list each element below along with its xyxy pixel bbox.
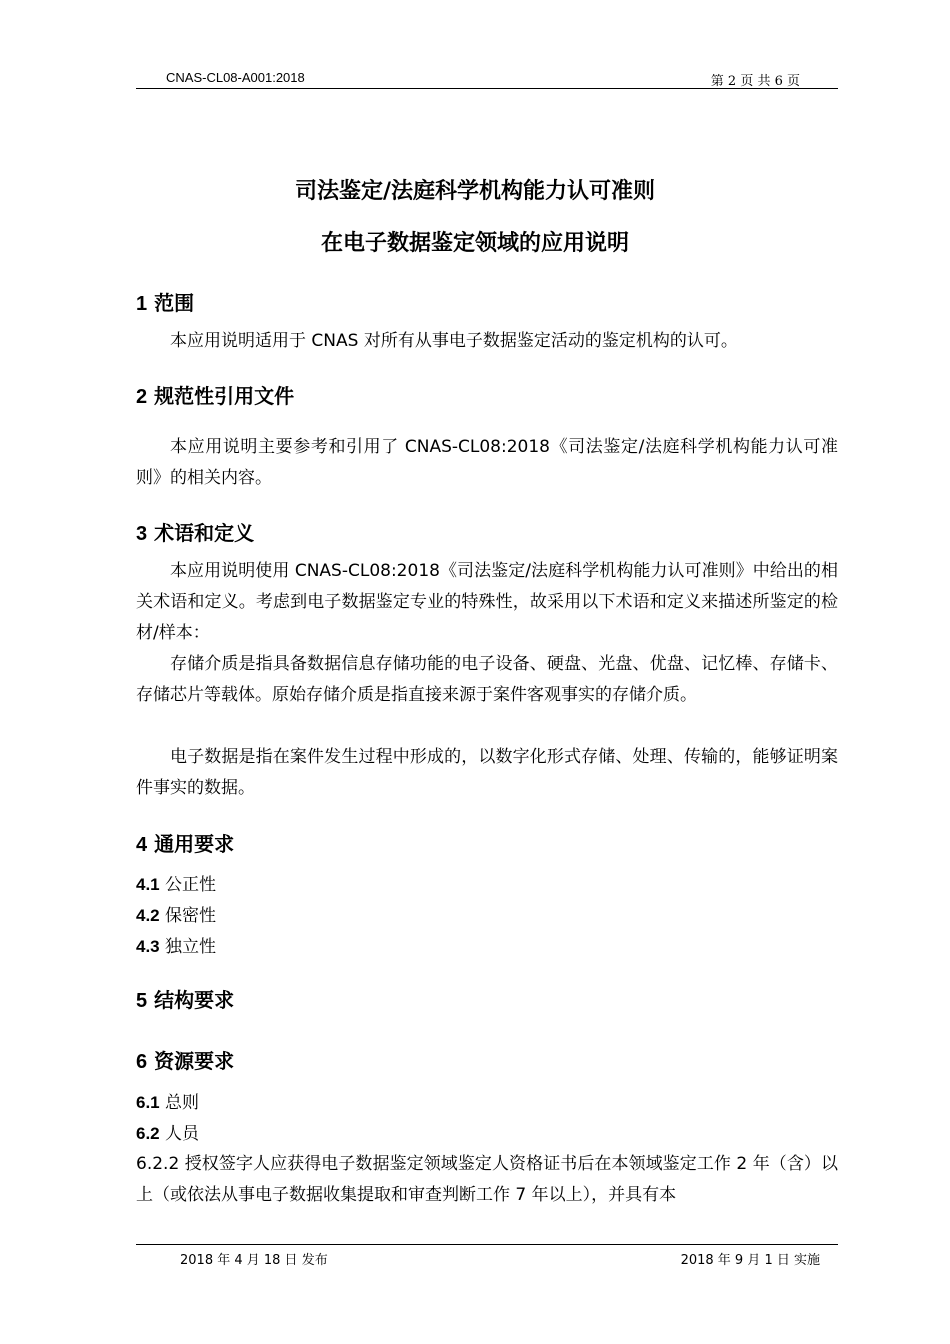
section-6-heading — [136, 1045, 234, 1074]
section-number: 5 — [136, 990, 148, 1012]
issue-date: 2018 年 4 月 18 日 发布 — [180, 1253, 328, 1268]
section-number: 1 — [136, 293, 148, 315]
subsection-number: 4.2 — [136, 906, 160, 925]
document-code: CNAS-CL08-A001:2018 — [166, 70, 305, 85]
document-title-line1: 司法鉴定/法庭科学机构能力认可准则 — [294, 179, 656, 204]
section-title: 规范性引用文件 — [154, 384, 295, 408]
subsection-4-3 — [136, 932, 216, 957]
page-number: 第 2 页 共 6 页 — [710, 74, 800, 89]
section-1-heading — [136, 287, 194, 316]
section-3-paragraph-3: 电子数据是指在案件发生过程中形成的，以数字化形式存储、处理、传输的，能够证明案件事实的数据。 — [136, 747, 838, 798]
subsection-4-1 — [136, 870, 216, 895]
page-footer — [136, 1244, 838, 1268]
section-title: 通用要求 — [154, 832, 235, 856]
section-title: 资源要求 — [154, 1049, 235, 1073]
section-title: 术语和定义 — [154, 521, 255, 545]
subsection-number: 6.2 — [136, 1124, 160, 1143]
subsection-title: 保密性 — [165, 906, 217, 926]
section-3-paragraph-1: 本应用说明使用 CNAS-CL08:2018《司法鉴定/法庭科学机构能力认可准则》中给出的相关术语和定义。考虑到电子数据鉴定专业的特殊性，故采用以下术语和定义来描述所鉴定的检材/样本： — [136, 561, 838, 643]
section-1-paragraph: 本应用说明适用于 CNAS 对所有从事电子数据鉴定活动的鉴定机构的认可。 — [170, 331, 738, 351]
section-number: 6 — [136, 1051, 148, 1073]
subsection-title: 公正性 — [165, 875, 217, 895]
subsection-title: 人员 — [165, 1124, 200, 1144]
section-3-paragraph-2: 存储介质是指具备数据信息存储功能的电子设备、硬盘、光盘、优盘、记忆棒、存储卡、存储芯片等载体。原始存储介质是指直接来源于案件客观事实的存储介质。 — [136, 654, 838, 705]
subsection-title: 独立性 — [165, 937, 217, 957]
subsection-number: 4.3 — [136, 937, 160, 956]
section-4-heading — [136, 828, 234, 857]
section-title: 结构要求 — [154, 988, 235, 1012]
section-number: 4 — [136, 834, 148, 856]
document-title-line2: 在电子数据鉴定领域的应用说明 — [320, 231, 629, 256]
section-title: 范围 — [154, 291, 195, 315]
section-3-heading — [136, 517, 254, 546]
page-header — [136, 64, 838, 89]
clause-6-2-2-paragraph: 6.2.2 授权签字人应获得电子数据鉴定领域鉴定人资格证书后在本领域鉴定工作 2 年（含）以上（或依法从事电子数据收集提取和审查判断工作 7 年以上），并具有本 — [136, 1154, 838, 1205]
subsection-6-1 — [136, 1088, 199, 1113]
section-number: 2 — [136, 386, 148, 408]
section-2-heading — [136, 380, 294, 409]
subsection-title: 总则 — [165, 1093, 200, 1113]
subsection-number: 4.1 — [136, 875, 160, 894]
section-number: 3 — [136, 523, 148, 545]
subsection-4-2 — [136, 901, 216, 926]
subsection-6-2 — [136, 1119, 199, 1144]
effective-date: 2018 年 9 月 1 日 实施 — [680, 1253, 820, 1268]
section-2-paragraph: 本应用说明主要参考和引用了 CNAS-CL08:2018《司法鉴定/法庭科学机构能力认可准则》的相关内容。 — [136, 437, 838, 488]
subsection-number: 6.1 — [136, 1093, 160, 1112]
section-5-heading — [136, 984, 234, 1013]
